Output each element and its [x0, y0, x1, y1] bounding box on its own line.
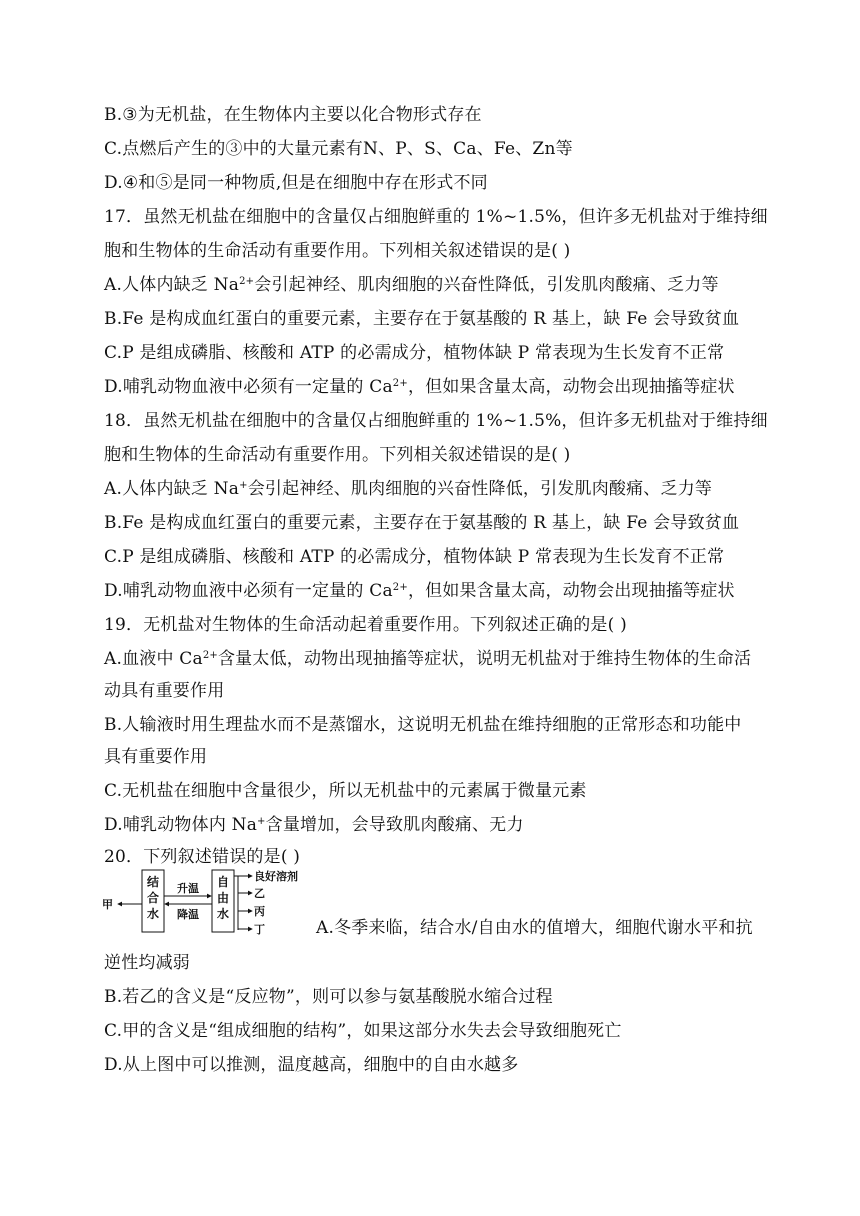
- q17-option-d-text: D.哺乳动物血液中必须有一定量的 Ca: [104, 377, 393, 397]
- q18-option-a-text: A.人体内缺乏 Na: [104, 479, 240, 499]
- q18-option-a: [104, 478, 800, 500]
- q19-option-a-text: A.血液中 Ca: [104, 649, 203, 669]
- q18-stem-line-2: 胞和生物体的生命活动有重要作用。下列相关叙述错误的是( ): [104, 445, 571, 465]
- output-jia-label: 甲: [102, 898, 113, 911]
- q18-option-c: C.P 是组成磷脂、核酸和 ATP 的必需成分，植物体缺 P 常表现为生长发育不正常: [104, 547, 725, 567]
- heating-label: 升温: [177, 882, 199, 895]
- q17-option-b: B.Fe 是构成血红蛋白的重要元素，主要存在于氨基酸的 R 基上，缺 Fe 会导致贫血: [104, 309, 740, 329]
- q20-option-c: C.甲的含义是“组成细胞的结构”，如果这部分水失去会导致细胞死亡: [104, 1021, 622, 1041]
- q19-option-d-superscript: +: [257, 816, 266, 827]
- q19-option-a: [104, 648, 800, 670]
- q18-option-d: [104, 580, 800, 602]
- q17-option-a-text: A.人体内缺乏 Na: [104, 275, 240, 295]
- q18-option-b: B.Fe 是构成血红蛋白的重要元素，主要存在于氨基酸的 R 基上，缺 Fe 会导致贫血: [104, 513, 740, 533]
- q19-option-c: C.无机盐在细胞中含量很少，所以无机盐中的元素属于微量元素: [104, 781, 587, 801]
- output-yi-label: 乙: [254, 887, 265, 900]
- q17-option-c: C.P 是组成磷脂、核酸和 ATP 的必需成分，植物体缺 P 常表现为生长发育不正常: [104, 343, 725, 363]
- q19-option-d-text: D.哺乳动物体内 Na: [104, 815, 258, 835]
- q19-option-a-text-rest: 含量太低，动物出现抽搐等症状，说明无机盐对于维持生物体的生命活: [217, 649, 752, 669]
- q18-option-d-text: D.哺乳动物血液中必须有一定量的 Ca: [104, 581, 393, 601]
- output-ding-label: 丁: [254, 923, 265, 936]
- q18-option-a-superscript: +: [239, 480, 248, 491]
- q20-option-d: D.从上图中可以推测，温度越高，细胞中的自由水越多: [104, 1055, 519, 1075]
- q17-stem-line-1: 17．虽然无机盐在细胞中的含量仅占细胞鲜重的 1%~1.5%，但许多无机盐对于维持细: [104, 207, 768, 227]
- q17-option-a-superscript: 2+: [239, 276, 255, 287]
- q19-option-a-superscript: 2+: [202, 650, 218, 661]
- q16-option-c: C.点燃后产生的③中的大量元素有N、P、S、Ca、Fe、Zn等: [104, 139, 573, 159]
- output-good-solvent-label: 良好溶剂: [254, 870, 298, 883]
- q19-option-d-text-rest: 含量增加，会导致肌肉酸痛、无力: [265, 815, 524, 835]
- q19-stem: 19．无机盐对生物体的生命活动起着重要作用。下列叙述正确的是( ): [104, 615, 627, 635]
- q16-option-d: D.④和⑤是同一种物质,但是在细胞中存在形式不同: [104, 173, 488, 193]
- water-forms-diagram: [100, 868, 300, 940]
- q19-option-a-line-2: 动具有重要作用: [104, 681, 225, 701]
- bound-water-label: 结合水: [146, 875, 160, 921]
- q19-option-b-line-1: B.人输液时用生理盐水而不是蒸馏水，这说明无机盐在维持细胞的正常形态和功能中: [104, 715, 742, 735]
- q18-stem-line-1: 18．虽然无机盐在细胞中的含量仅占细胞鲜重的 1%~1.5%，但许多无机盐对于维持细: [104, 411, 768, 431]
- q17-option-a: [104, 274, 800, 296]
- q20-option-a-line-2: 逆性均减弱: [104, 953, 190, 973]
- free-water-label: 自由水: [216, 875, 230, 921]
- q17-option-d: [104, 376, 800, 398]
- q18-option-a-text-rest: 会引起神经、肌肉细胞的兴奋性降低，引发肌肉酸痛、乏力等: [247, 479, 713, 499]
- q17-option-d-superscript: 2+: [392, 378, 408, 389]
- cooling-label: 降温: [177, 908, 199, 921]
- q19-option-d: [104, 814, 800, 836]
- q18-option-d-superscript: 2+: [392, 582, 408, 593]
- q17-option-d-text-rest: ，但如果含量太高，动物会出现抽搐等症状: [407, 377, 735, 397]
- output-bing-label: 丙: [254, 905, 265, 918]
- q19-option-b-line-2: 具有重要作用: [104, 747, 208, 767]
- q17-option-a-text-rest: 会引起神经、肌肉细胞的兴奋性降低，引发肌肉酸痛、乏力等: [254, 275, 719, 295]
- q18-option-d-text-rest: ，但如果含量太高，动物会出现抽搐等症状: [407, 581, 735, 601]
- q17-stem-line-2: 胞和生物体的生命活动有重要作用。下列相关叙述错误的是( ): [104, 241, 571, 261]
- q20-option-a-line-1: A.冬季来临，结合水/自由水的值增大，细胞代谢水平和抗: [316, 918, 753, 938]
- q20-stem: 20．下列叙述错误的是( ): [104, 847, 301, 867]
- q20-option-b: B.若乙的含义是“反应物”，则可以参与氨基酸脱水缩合过程: [104, 987, 553, 1007]
- q16-option-b: B.③为无机盐，在生物体内主要以化合物形式存在: [104, 105, 482, 125]
